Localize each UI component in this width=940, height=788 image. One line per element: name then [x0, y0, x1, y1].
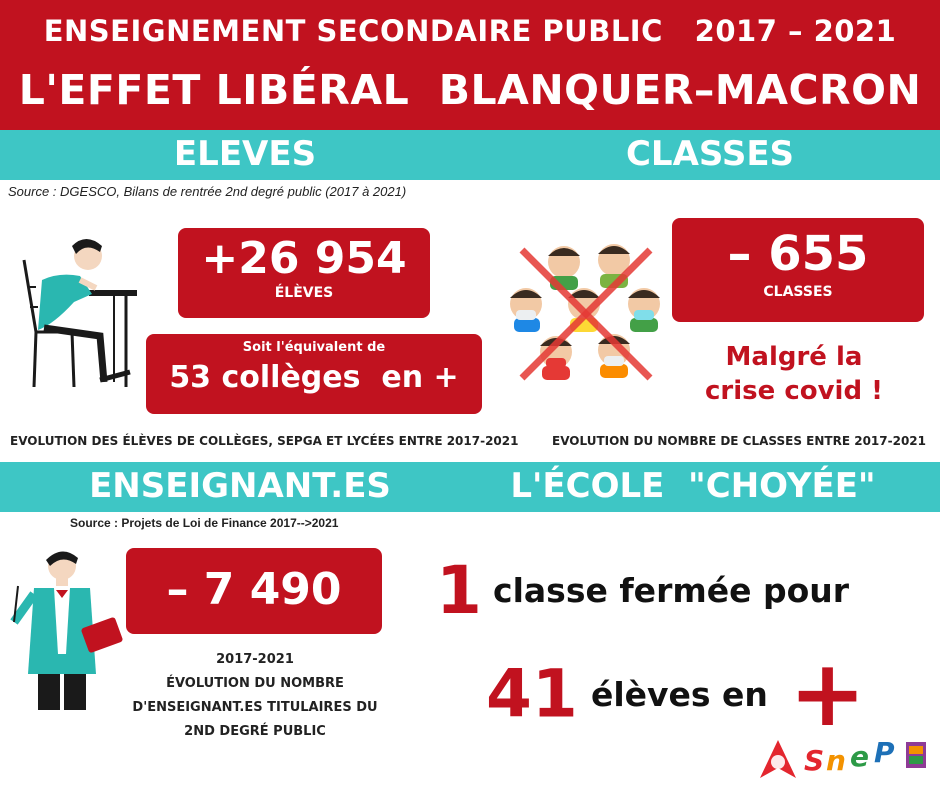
logo-letter-n: n	[826, 744, 846, 777]
teachers-caption-line4: 2ND DEGRÉ PUBLIC	[184, 724, 326, 739]
colleges-equivalent-value: 53 collèges en +	[169, 360, 459, 395]
school-statement-line2	[486, 640, 867, 747]
classes-decrease-box	[672, 218, 924, 322]
students-increase-value: +26 954	[201, 233, 407, 284]
extra-students-number: 41	[486, 655, 578, 733]
students-increase-unit: ÉLÈVES	[274, 285, 334, 301]
extra-students-text: élèves en	[590, 674, 768, 714]
covid-note	[676, 340, 912, 408]
students-increase-box	[178, 228, 430, 318]
covid-note-line1: Malgré la	[725, 342, 863, 372]
classes-decrease-unit: CLASSES	[763, 284, 833, 300]
colleges-equivalent-box	[146, 334, 482, 414]
section-title-eleves: ELEVES	[173, 134, 317, 174]
section-band-students-classes	[0, 130, 940, 180]
colleges-equivalent-intro: Soit l'équivalent de	[242, 340, 386, 355]
closed-classes-text: classe fermée pour	[493, 571, 850, 610]
snep-logo	[756, 734, 932, 784]
plus-sign: +	[789, 640, 867, 747]
teachers-caption	[100, 648, 410, 744]
teachers-caption-line3: D'ENSEIGNANT.ES TITULAIRES DU	[132, 700, 378, 715]
teachers-decrease-box	[126, 548, 382, 634]
section-band-teachers-school	[0, 462, 940, 512]
banner-title-line1: ENSEIGNEMENT SECONDAIRE PUBLIC 2017 – 2021	[43, 14, 897, 48]
section-title-ecole-choyee: L'ÉCOLE "CHOYÉE"	[510, 466, 876, 506]
covid-note-line2: crise covid !	[705, 376, 883, 406]
section-title-classes: CLASSES	[625, 134, 795, 174]
students-caption: EVOLUTION DES ÉLÈVES DE COLLÈGES, SEPGA ET LYCÉES ENTRE 2017-2021	[10, 434, 519, 448]
logo-letter-s: S	[804, 744, 825, 777]
teachers-caption-line1: 2017-2021	[216, 652, 294, 667]
teachers-caption-line2: ÉVOLUTION DU NOMBRE	[166, 676, 344, 691]
title-banner	[0, 0, 940, 130]
logo-letter-e: e	[850, 740, 869, 773]
school-statement-line1	[436, 552, 849, 629]
teachers-decrease-value: – 7 490	[166, 564, 342, 615]
source-dgesco: Source : DGESCO, Bilans de rentrée 2nd degré public (2017 à 2021)	[8, 184, 407, 199]
classes-decrease-value: – 655	[727, 226, 869, 282]
student-desk-illustration	[14, 232, 144, 392]
classes-caption: EVOLUTION DU NOMBRE DE CLASSES ENTRE 2017-2021	[552, 434, 926, 448]
masked-students-crossed-illustration	[504, 232, 674, 392]
closed-classes-number: 1	[436, 552, 482, 629]
source-plf: Source : Projets de Loi de Finance 2017-->2021	[70, 516, 339, 530]
logo-letter-p: P	[874, 736, 895, 769]
section-title-enseignants: ENSEIGNANT.ES	[89, 466, 391, 506]
banner-title-line2: L'EFFET LIBÉRAL BLANQUER–MACRON	[18, 66, 922, 114]
